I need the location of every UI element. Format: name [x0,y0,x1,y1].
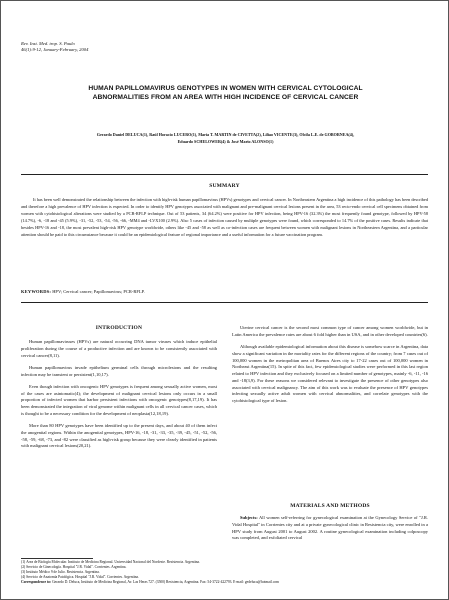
intro-paragraph: Even though infection with oncogenic HPV genotypes is frequent among sexually active women, most of the cases are asintomatic(4); the development of malignant cervical lesions only occurs in a small proportion of infected women that harbor persistent infections with oncogenic genotypes(8,17,19). It has been demonstrated the integration of viral genome within malignant cells in all cervical cancer cases, which is thought to be a necessary condition for the development of neoplasia(12,18,19). [21,383,217,416]
intro-paragraph: Uterine cervical cancer is the second most common type of cancer among women worldwide, but in Latin America the prevalence rates are about 6 fold higher than in USA, and in other developed countries(6). [232,325,428,337]
methods-lead: Subjects: [240,515,258,520]
journal-name: Rev. Inst. Med. trop. S. Paulo [21,41,75,46]
correspondence-note [21,580,428,585]
methods-paragraph [232,515,428,542]
intro-paragraph: Human papillomavirus invade epithelium germinal cells through microlesions and the resulting infection may be transient or persistent(1,10,17). [21,364,217,377]
summary-bottom-rule [21,302,428,303]
author-list [23,132,428,146]
footnote-2: (2) Servicio de Ginecología. Hospital "J.R. Vidal". Corrientes. Argentina. [21,564,127,569]
title-line-2: ABNORMALITIES FROM AN AREA WITH HIGH INCIDENCE OF CERVICAL CANCER [92,94,359,101]
correspondence-text: Gerardo D. Deluca, Instituto de Medicina Regional, Av. Las Heras 727. (3500) Resistencia, Argentina. Fax: 54-3722-422793. E-mail: gedeluca@hotmail.com [51,579,279,584]
footnote-rule [21,558,93,559]
keywords-line [21,289,145,294]
keywords-text: HPV; Cervical cancer; Papillomavirus; PCR-RFLP. [51,289,145,294]
keywords-label: KEYWORDS: [21,289,52,294]
summary-text: It has been well demonstrated the relationship between the infection with high-risk human papillomavirus (HPVs) genotypes and cervical cancer. In Northeastern Argentina a high incidence of this pathology has been described and therefore a high prevalence of HPV infection is expected. In order to identify HPV genotypes associated with malignant and pre-malignant cervical lesions present in the area, 53 recto-endo cervical cell specimens obtained from women with cytohistological alterations were studied by a PCR-RFLP technique. Out of 53 patients, 34 (64.2%) were positive for HPV infection, being HPV-16 (32.3%) the most frequently found genotype, followed by HPV-58 (14.7%), -6, -18 and -45 (5.9%), -31, -52, -53, -54, -56, -66, -MM4 and -LVX100 (2.9%). Also 5 cases of infection caused by multiple genotypes were found, which corresponded to 14.7% of the positive cases. Results indicate that besides HPV-16 and -18, the most prevalent high-risk HPV genotype worldwide, others like -45 and -58 as well as co-infection cases are frequent between women with malignant lesions in Northeastern Argentina, and a particular attention should be paid to this circumstance because it could be an epidemiological feature of regional importance and a useful information for a future vaccination program. [21,197,428,237]
journal-volume: 46(1):9-12, January-February, 2004 [21,46,89,52]
methods-text [232,515,428,548]
summary-top-rule [21,174,428,175]
right-column [232,325,428,410]
methods-body: All women self-referring for gynecological examination at the Gynecology Service of "J.R. Vidal Hospital" in Corrientes city and at a private gynecological clinic in Resistencia city, were enrolled in a HPV study from August 2001 to August 2002. A routine gynecological examination including colposcopy was completed, and exfoliated cervical [232,515,428,541]
left-column [21,339,217,456]
footnote-1: (1) Área de Biología Molecular. Instituto de Medicina Regional. Universidad Nacional del Nordeste. Resistencia. Argentina. [21,560,200,564]
authors-line-2: Eduardo SCHELOWER(4) & José Mario ALONSO(1) [177,138,274,144]
paper-title [31,84,420,102]
methods-heading: MATERIALS AND METHODS [290,503,370,509]
summary-heading: SUMMARY [209,183,240,189]
intro-paragraph: Human papillomaviruses (HPVs) are natural occurring DNA tumor viruses which induce epithelial proliferation during the course of a productive infection and are known to be consistently associated with cervical cancer(8,11). [21,339,217,358]
introduction-heading: INTRODUCTION [95,325,143,331]
journal-citation [21,41,88,52]
authors-line-1: Gerardo Daniel DELUCA(1), Raúl Horacio LUCERO(1), María T. MARTIN de CIVETTA(2), Liliao VICENTE(3), Olcila L.E. de GOBORNEA(4), [96,132,355,137]
correspondence-label: Correspondence to: [21,579,52,584]
footnote-4: (4) Servicio de Anatomía Patológica. Hospital "J.R. Vidal". Corrientes. Argentina. [21,574,139,579]
footnotes [21,560,428,585]
intro-paragraph: More than 80 HPV genotypes have been identified up to the present days, and about 40 of them infect the anogenital regions. Within the anogenital genotypes, HPV-16, -18, -31, -33, -35, -39, -45, -51, -52, -56, -58, -59, -68, -73, and -82 were classified as high-risk group because they were clearly identified in patients with malignant cervical lesions(20,21). [21,423,217,449]
intro-paragraph: Although available epidemiological information about this disease is somehow scarce in Argentina, data show a significant variation in the mortality rates for the different regions of the country; from 7 cases out of 100,000 women in the metropolitan area of Buenos Aires city to 17-22 cases out of 100,000 women in Northeast Argentina(15). In spite of this fact, few epidemiological studies were performed in this last region related to HPV infection and they exclusively focused on a limited number of genotypes, mainly -6, -11, -16 and -18(3,9). For these reasons we considered relevant to investigate the presence of other genotypes also associated with cervical malignancy. The aim of this work was to evaluate the presence of HPV genotypes infecting sexually active adult women with cervical abnormalities, and correlate genotypes with the cytohistological type of lesion. [232,344,428,403]
title-line-1: HUMAN PAPILLOMAVIRUS GENOTYPES IN WOMEN WITH CERVICAL CYTOLOGICAL [88,85,363,92]
footnote-3: (3) Instituto Médico 9 de Julio. Resistencia. Argentina. [21,569,100,574]
